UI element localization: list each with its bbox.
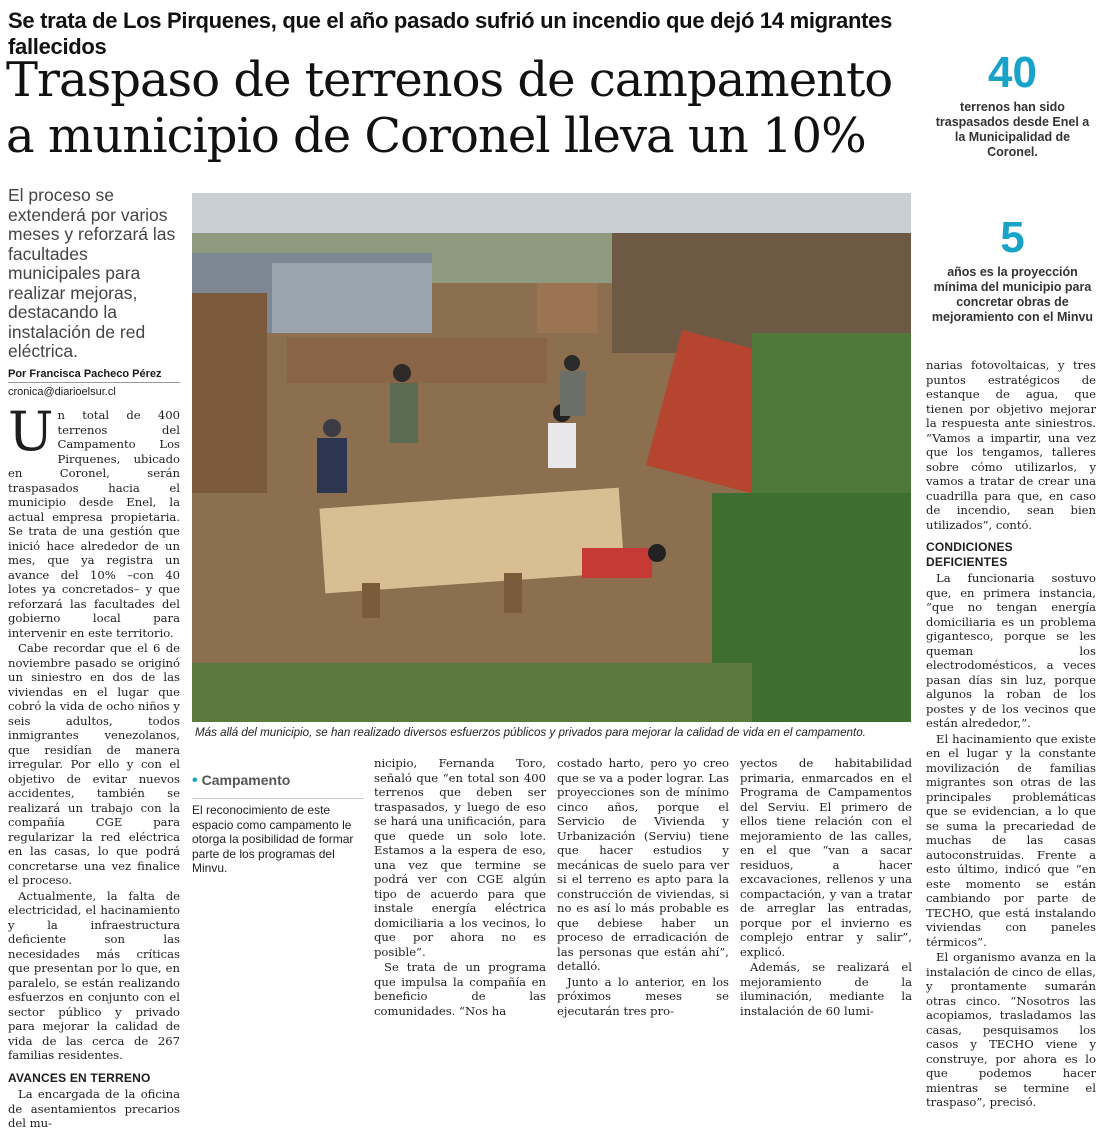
article-column-1 <box>8 400 180 1132</box>
paragraph: nicipio, Fernanda Toro, señaló que “en total son 400 terrenos que deben ser traspasados, y luego de eso se hará una unificación, para que quede un solo lote. Estamos a la espera de eso, una vez que termine se podrá ver con CGE algún tipo de acuerdo para que instale energía eléctrica domiciliaria a los vecinos, lo que por ahora no es posible”. <box>374 756 546 959</box>
byline-author: Por Francisca Pacheco Pérez <box>8 368 180 383</box>
paragraph: Actualmente, la falta de electricidad, el hacinamiento y la infraestructura deficiente son las necesidades más críticas que presentan por lo que, en paralelo, se están realizando esfuerzos en conjunto con el sector público y privado para mejorar la calidad de vida de las cerca de 267 familias residentes. <box>8 888 180 1062</box>
paragraph: costado harto, pero yo creo que se va a poder lograr. Las proyecciones son de mínimo cinco años, porque el Servicio de Vivienda y Urbanización (Serviu) tiene que hacer estudios y mecánicas de suelo para ver si el terreno es apto para la construcción de viviendas, si no es así lo más probable es que debiese haber un proceso de erradicación de las personas que están ahí”, detalló. <box>557 756 729 973</box>
dropcap: U <box>8 400 54 463</box>
sidebar-title: • Campamento <box>192 772 291 789</box>
paragraph: Cabe recordar que el 6 de noviembre pasado se originó un siniestro en dos de las viviendas en el lugar que cobró la vida de ocho niños y seis adultos, todos inmigrantes venezolanos, que residían de manera irregular. Por ello y con el objetivo de evitar nuevos accidentes, también se realizará un trabajo con la compañía CGE para regularizar la red eléctrica en las casas, lo que podrá concretarse una vez finalice el proceso. <box>8 641 180 887</box>
paragraph: Se trata de un programa que impulsa la compañía en beneficio de las comunidades. “Nos ha <box>374 960 546 1018</box>
headline-line-2: a municipio de Coronel lleva un 10% <box>6 108 866 164</box>
stat-box-terrenos <box>930 50 1095 160</box>
photo-caption: Más allá del municipio, se han realizado diversos esfuerzos públicos y privados para mejorar la calidad de vida en el campamento. <box>195 726 866 739</box>
deck: El proceso se extenderá por varios meses y reforzará las facultades municipales para realizar mejoras, destacando la instalación de red eléctrica. <box>8 185 176 361</box>
article-photo <box>192 193 911 722</box>
paragraph: Junto a lo anterior, en los próximos meses se ejecutarán tres pro- <box>557 974 729 1018</box>
paragraph: yectos de habitabilidad primaria, enmarcados en el Programa de Campamentos del Serviu. El primero de ellos tiene relación con el mejoramiento de las calles, en el que “van a sacar residuos, a hacer excavaciones, rellenos y una compactación, y van a tratar de arreglar las entradas, porque por el invierno es complejo entrar y salir”, explicó. <box>740 756 912 959</box>
sidebar-body: El reconocimiento de este espacio como campamento le otorga la posibilidad de formar parte de los programas del Minvu. <box>192 798 364 876</box>
paragraph: Un total de 400 terrenos del Campamento Los Pirquenes, ubicado en Coronel, serán traspasados hacia el municipio desde Enel, la actual empresa propietaria. Se trata de una gestión que inició hace alrededor de un mes, que ya registra un avance del 10% –con 40 lotes ya concretados– y que reforzará las facultades del gobierno local para intervenir en este territorio. <box>8 400 180 640</box>
subhead-avances: AVANCES EN TERRENO <box>8 1070 151 1085</box>
byline-email: cronica@diarioelsur.cl <box>8 386 116 398</box>
subhead-condiciones: CONDICIONES DEFICIENTES <box>926 540 1013 569</box>
article-column-4 <box>557 756 729 1019</box>
paragraph: Además, se realizará el mejoramiento de la iluminación, mediante la instalación de 60 lumi- <box>740 960 912 1018</box>
stat-number: 40 <box>988 48 1037 97</box>
stat-text: terrenos han sido traspasados desde Enel a la Municipalidad de Coronel. <box>935 100 1090 159</box>
kicker: Se trata de Los Pirquenes, que el año pasado sufrió un incendio que dejó 14 migrantes fallecidos <box>8 8 893 59</box>
paragraph: El organismo avanza en la instalación de cinco de ellas, y prontamente sumarán otras cinco. “Nosotros las acopiamos, trasladamos las casas, pesquisamos los casos y TECHO viene y construye, por ahora es lo que podemos hacer mientras se termine el traspaso”, precisó. <box>926 950 1096 1109</box>
article-column-3 <box>374 756 546 1019</box>
stat-box-anos <box>930 215 1095 325</box>
stat-number: 5 <box>1000 213 1025 262</box>
bullet-icon: • <box>192 772 198 789</box>
paragraph: narias fotovoltaicas, y tres puntos estratégicos de estanque de agua, que tienen por objetivo mejorar la respuesta ante siniestros. “Vamos a impartir, una vez que los tengamos, talleres sobre cómo utilizarlos, y vamos a tratar de crear una cuadrilla para que, en caso de incendio, sean bien utilizados”, contó. <box>926 358 1096 532</box>
sidebar-box <box>192 772 364 876</box>
article-column-6 <box>926 358 1096 1111</box>
headline-line-1: Traspaso de terrenos de campamento <box>6 52 893 108</box>
headline <box>6 52 921 164</box>
paragraph: La funcionaria sostuvo que, en primera instancia, “que no tengan energía domiciliaria es un problema gigantesco, porque se les queman los electrodomésticos, a veces pasan días sin luz, porque algunos la roban de los postes y de los vecinos que están alrededor,”. <box>926 571 1096 730</box>
byline <box>8 368 180 398</box>
paragraph: El hacinamiento que existe en el lugar y la constante movilización de familias migrantes son otras de las principales problemáticas que se evidencian, a lo que se suma la precariedad de muchas de las casas autoconstruidas. Frente a esto último, indicó que “en este momento se están cambiando por parte de TECHO, que está instalando viviendas con paneles térmicos”. <box>926 731 1096 949</box>
photo-illustration <box>192 193 911 722</box>
paragraph: La encargada de la oficina de asentamientos precarios del mu- <box>8 1087 180 1130</box>
stat-text: años es la proyección mínima del municipio para concretar obras de mejoramiento con el Minvu <box>931 265 1094 324</box>
article-column-5 <box>740 756 912 1019</box>
